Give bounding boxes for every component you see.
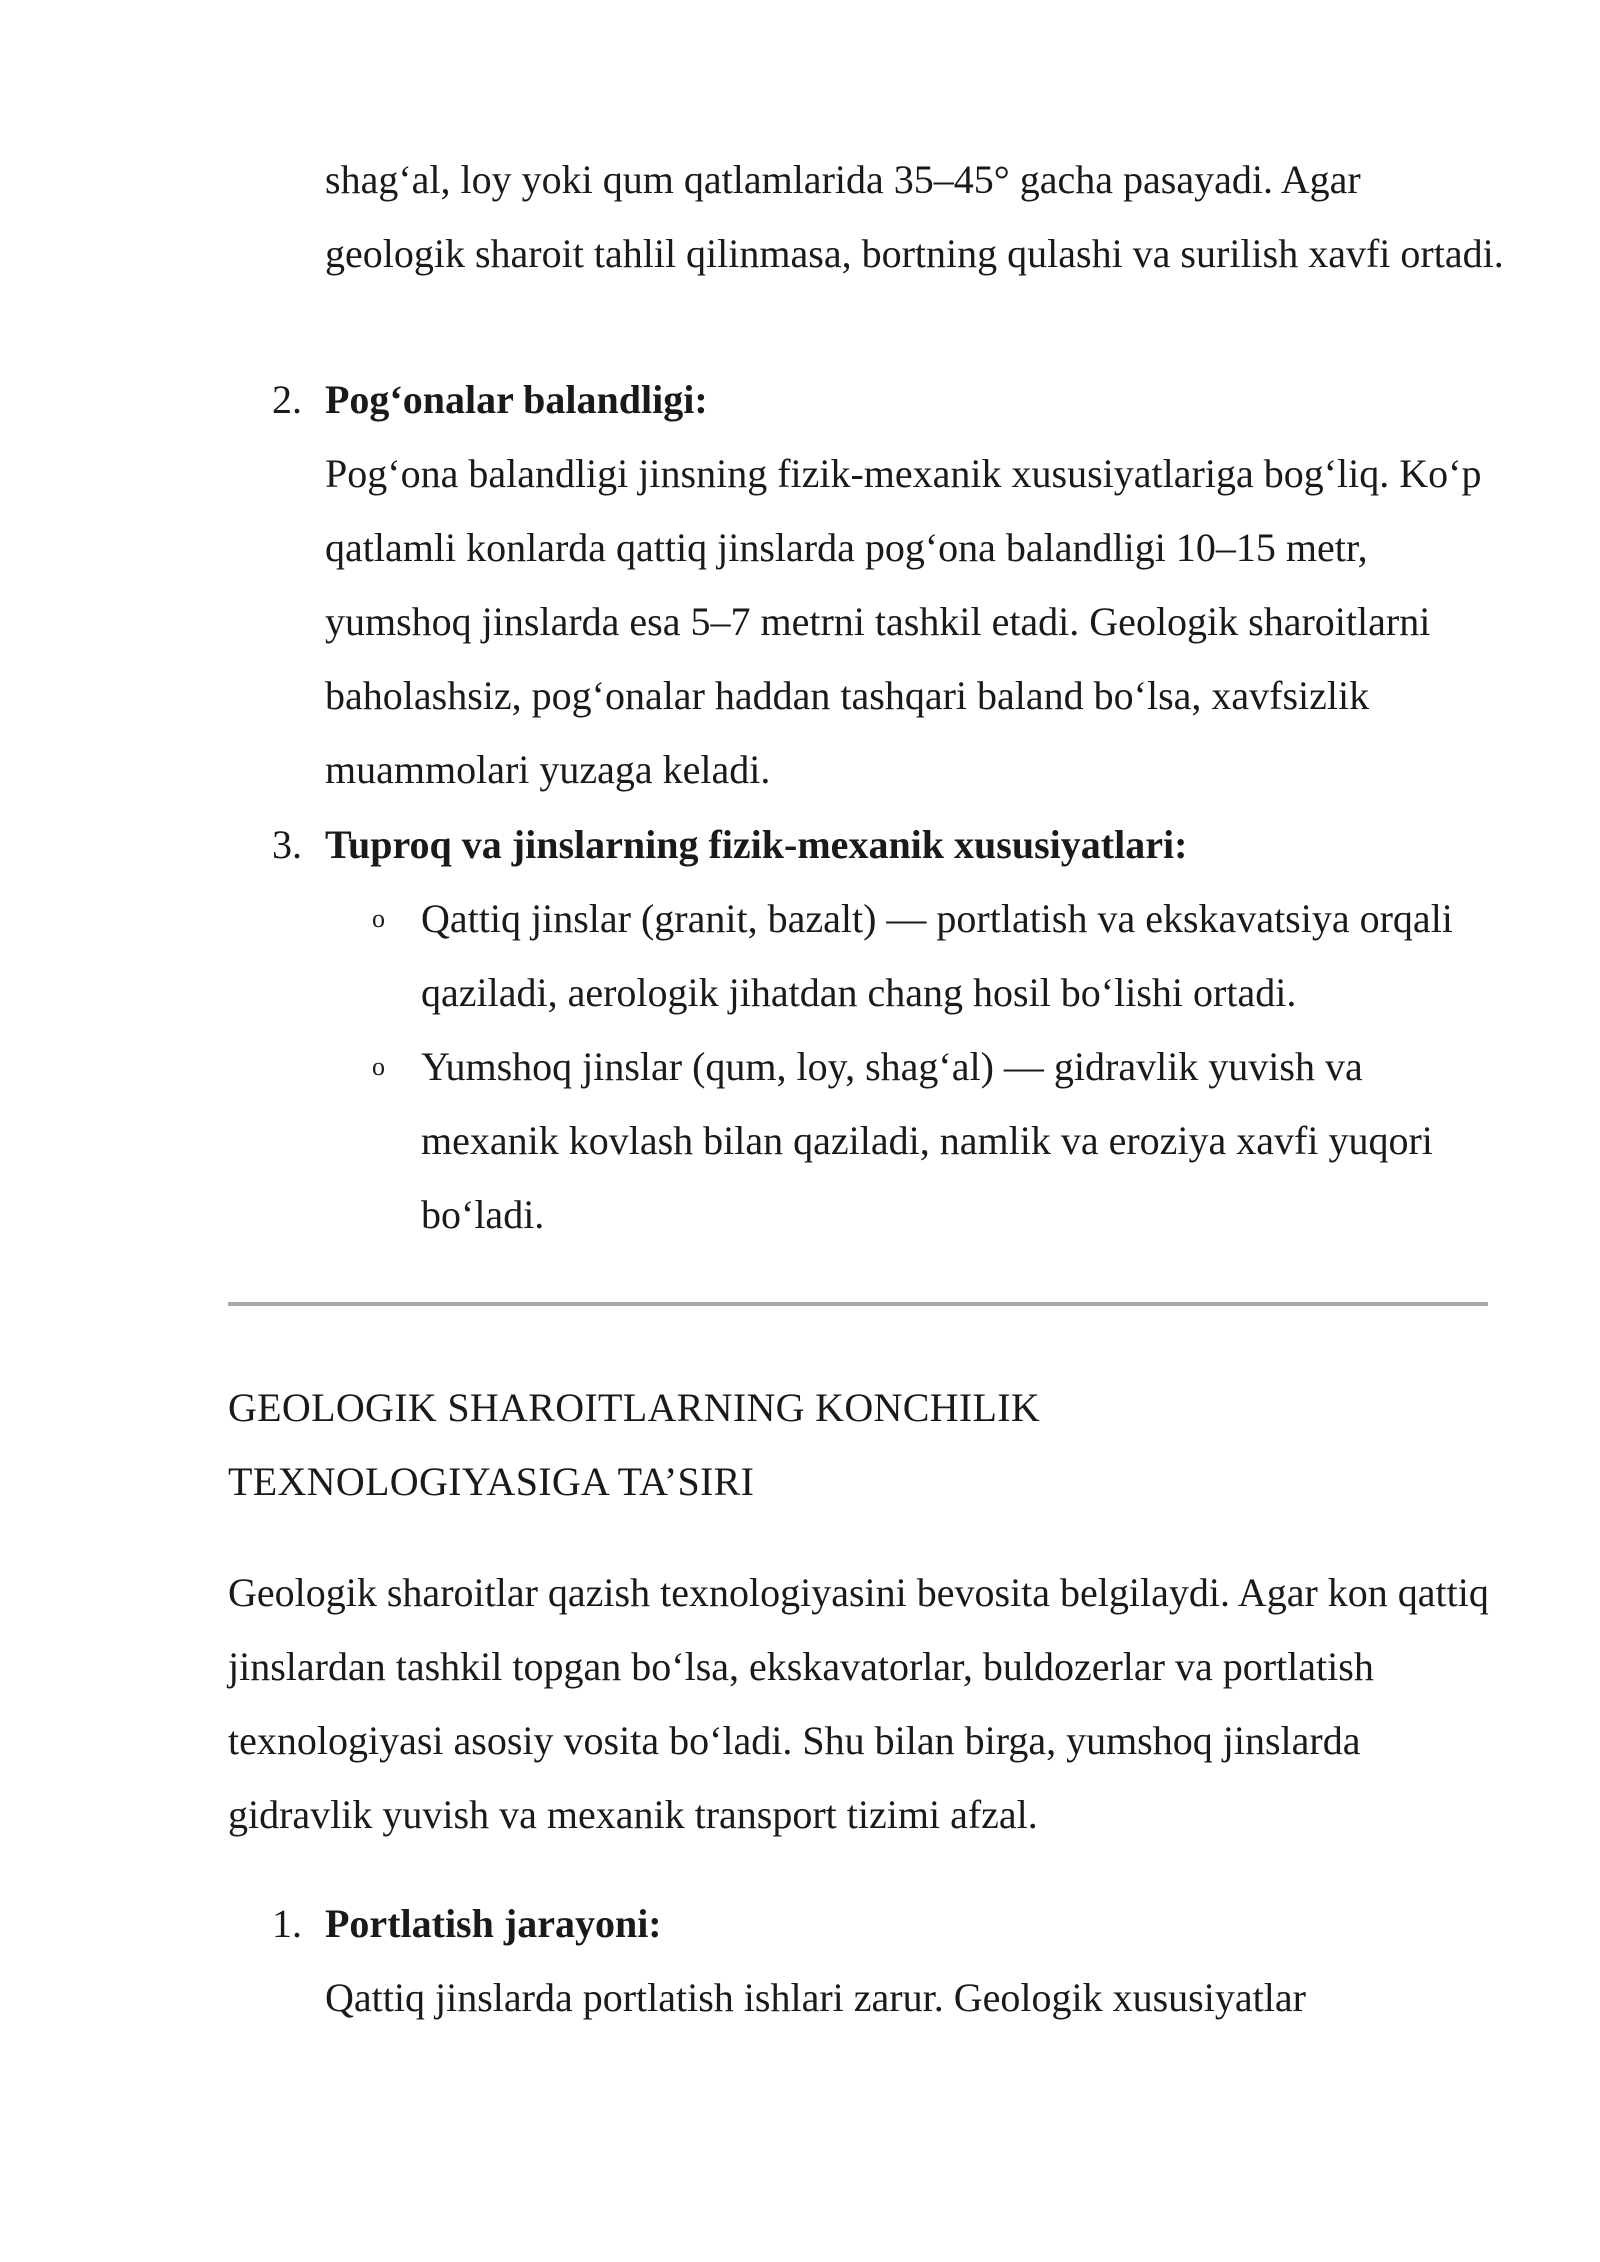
list2-item-1-title: Portlatish jarayoni: (325, 1901, 662, 1946)
list-item-2-body: Pog‘ona balandligi jinsning fizik-mexanik xususiyatlariga bog‘liq. Ko‘p qatlamli konlarda qattiq jinslarda pog‘ona balandligi 10–15 metr, yumshoq jinslarda esa 5–7 metrni tashkil etadi. Geologik sharoitlarni baholashsiz, pog‘onalar haddan tashqari baland bo‘lsa, xavfsizlik muammolari yuzaga keladi. (325, 451, 1482, 792)
sub-item-2-text: Yumshoq jinslar (qum, loy, shag‘al) — gidravlik yuvish va mexanik kovlash bilan qaziladi, namlik va eroziya xavfi yuqori bo‘ladi. (421, 1044, 1433, 1237)
section-heading: GEOLOGIK SHAROITLARNING KONCHILIK TEXNOLOGIYASIGA TA’SIRI (228, 1385, 1041, 1504)
list-item-2-title: Pog‘onalar balandligi: (325, 377, 708, 422)
list2-item-1-body: Qattiq jinslarda portlatish ishlari zarur. Geologik xususiyatlar (325, 1975, 1306, 2020)
list-item-3-number: 3. (272, 822, 302, 867)
horizontal-divider (228, 1302, 1488, 1306)
list-item-2-number: 2. (272, 377, 302, 422)
sub-bullet-1: o (372, 904, 385, 933)
list-item-3-title: Tuproq va jinslarning fizik-mexanik xususiyatlari: (325, 822, 1188, 867)
section-paragraph: Geologik sharoitlar qazish texnologiyasini bevosita belgilaydi. Agar kon qattiq jinslardan tashkil topgan bo‘lsa, ekskavatorlar, buldozerlar va portlatish texnologiyasi asosiy vosita bo‘ladi. Shu bilan birga, yumshoq jinslarda gidravlik yuvish va mexanik transport tizimi afzal. (228, 1570, 1489, 1837)
sub-item-1-text: Qattiq jinslar (granit, bazalt) — portlatish va ekskavatsiya orqali qaziladi, aerologik jihatdan chang hosil bo‘lishi ortadi. (421, 896, 1453, 1015)
sub-bullet-2: o (372, 1052, 385, 1081)
intro-paragraph: shag‘al, loy yoki qum qatlamlarida 35–45° gacha pasayadi. Agar geologik sharoit tahlil qilinmasa, bortning qulashi va surilish xavfi ortadi. (325, 157, 1504, 276)
list2-item-1-number: 1. (272, 1901, 302, 1946)
